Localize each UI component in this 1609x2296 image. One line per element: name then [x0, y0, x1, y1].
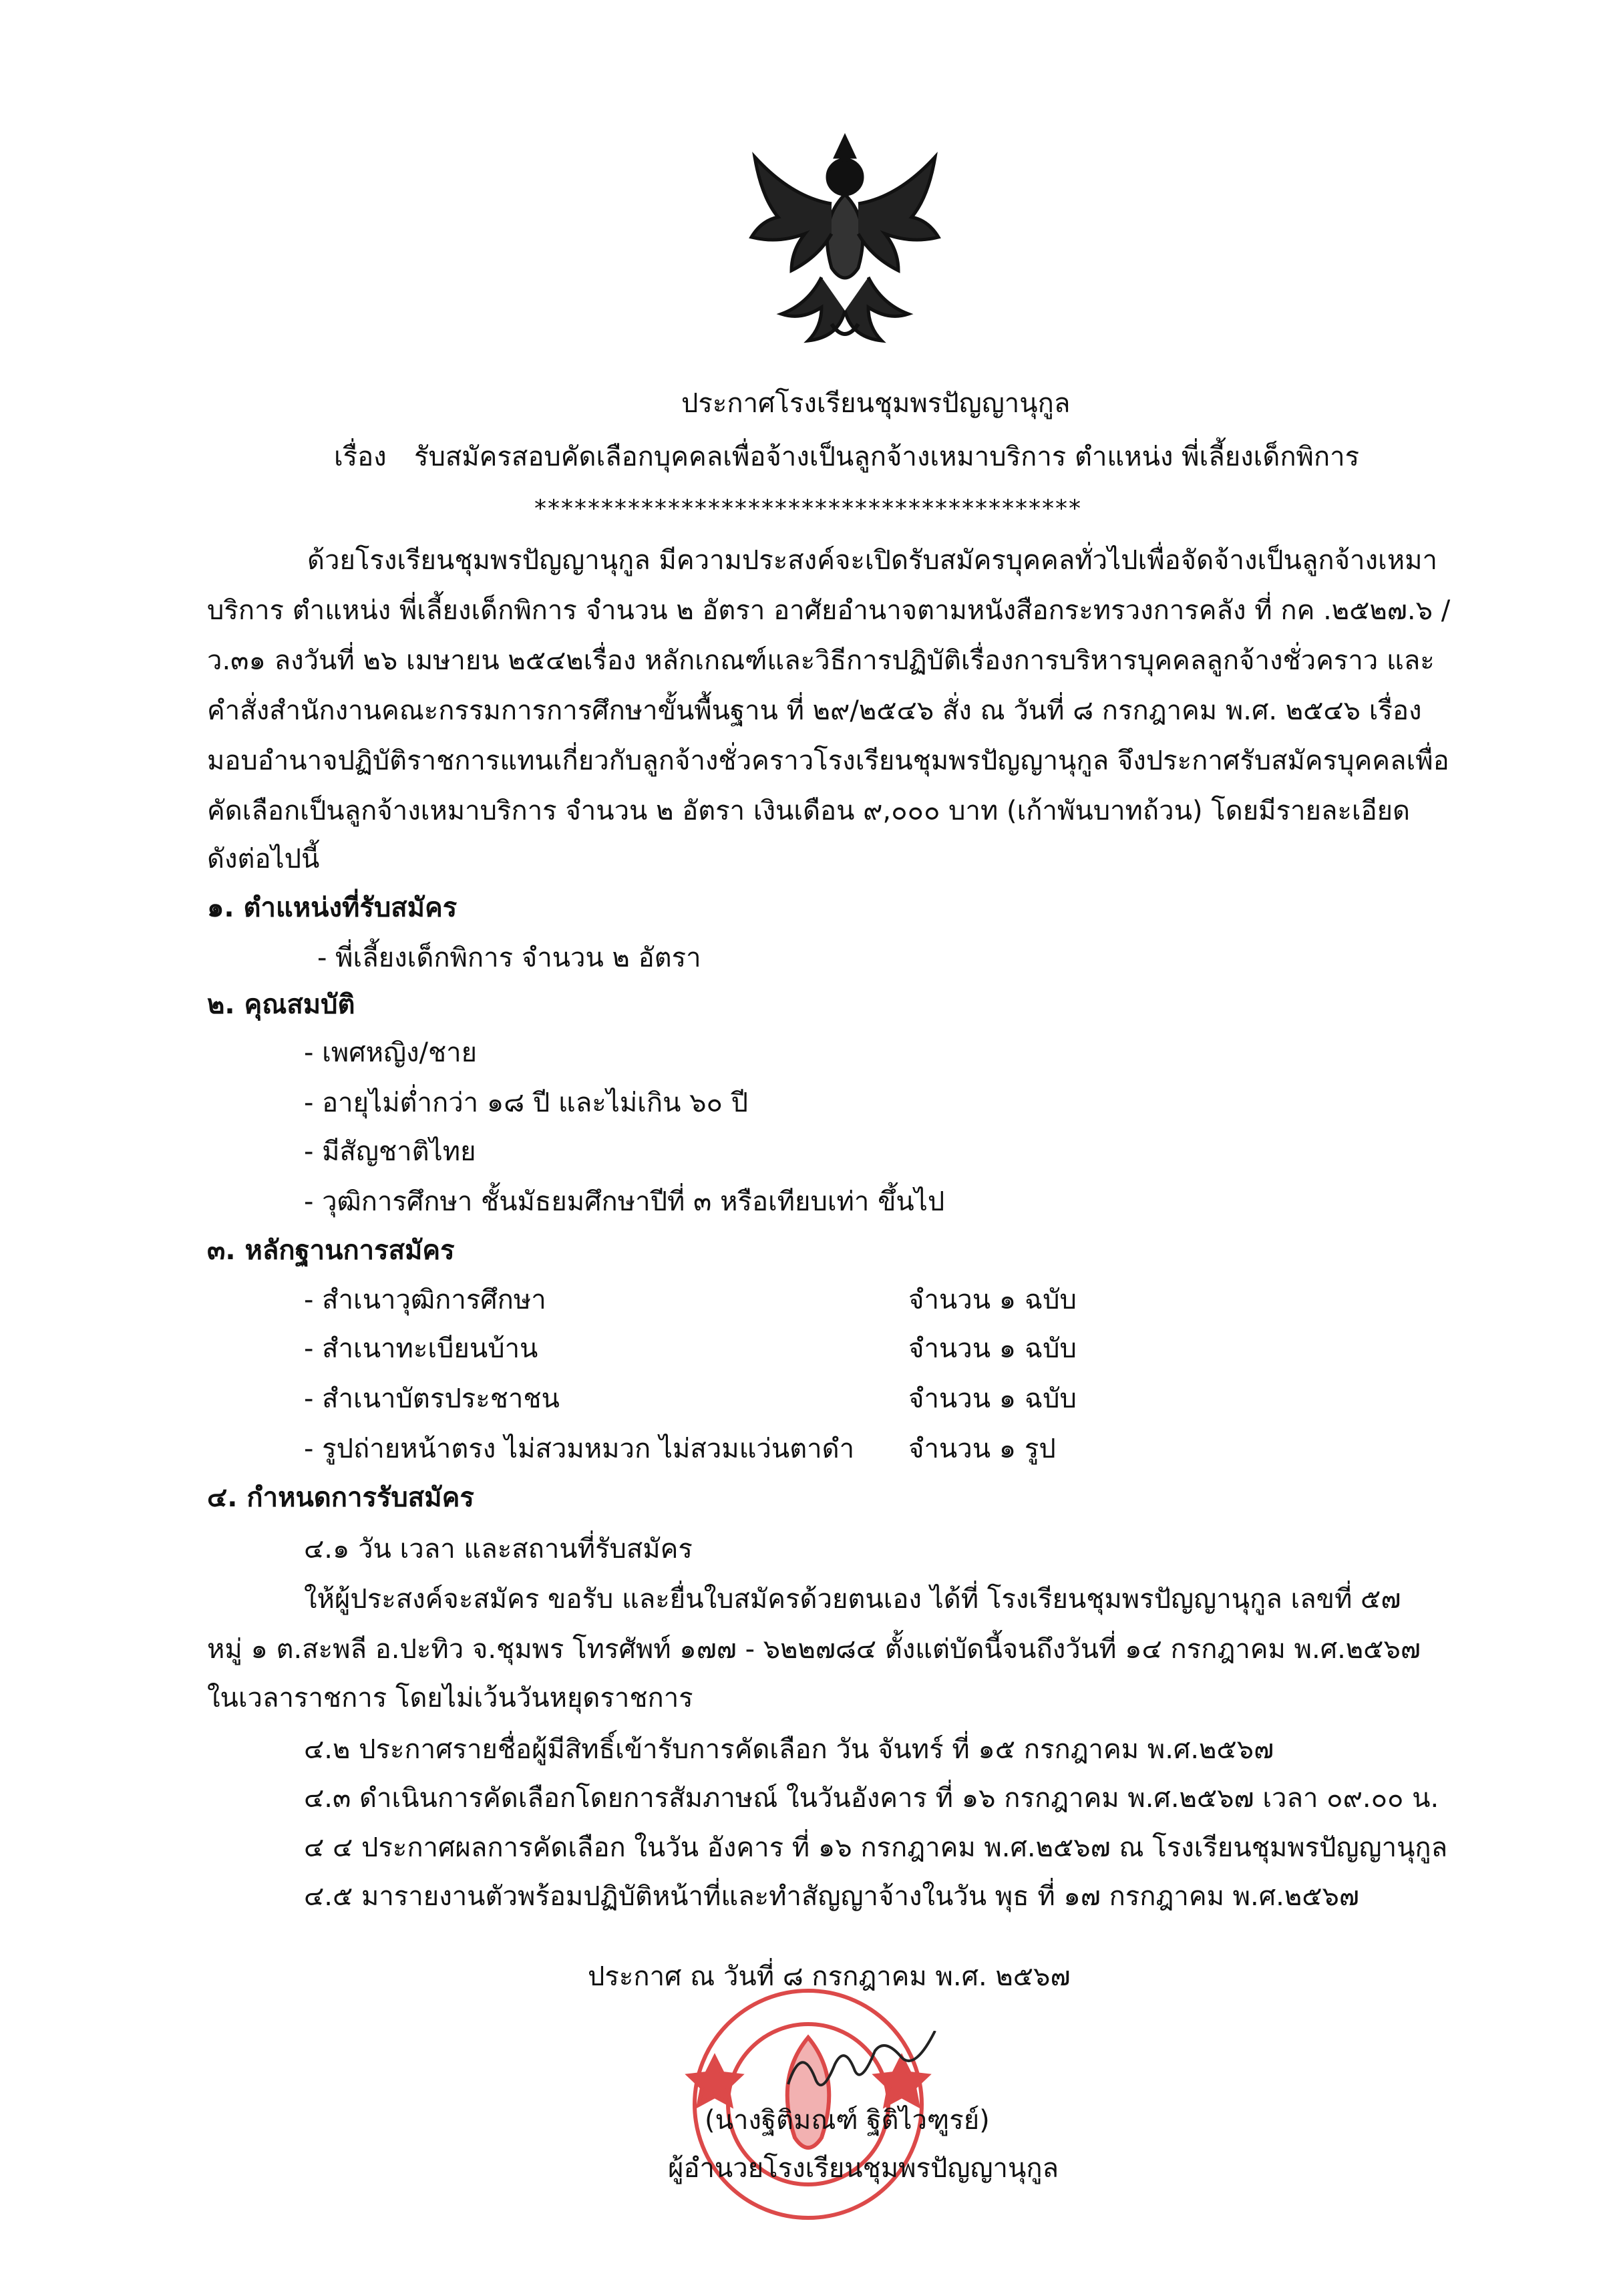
qualification-item: - อายุไม่ต่ำกว่า ๑๘ ปี และไม่เกิน ๖๐ ปี [304, 1088, 749, 1118]
document-item: - สำเนาบัตรประชาชน [304, 1383, 560, 1414]
document-item: - สำเนาวุฒิการศึกษา [304, 1285, 546, 1315]
qualification-item: - เพศหญิง/ชาย [304, 1037, 478, 1068]
section-heading-documents: ๓. หลักฐานการสมัคร [207, 1235, 455, 1266]
subject-text: รับสมัครสอบคัดเลือกบุคคลเพื่อจ้างเป็นลูกจ้างเหมาบริการ ตำแหน่ง พี่เลี้ยงเด็กพิการ [414, 442, 1360, 472]
schedule-line: หมู่ ๑ ต.สะพลี อ.ปะทิว จ.ชุมพร โทรศัพท์ ๑๗๗ - ๖๒๒๗๘๔ ตั้งแต่บัดนี้จนถึงวันที่ ๑๔ กรกฎาคม พ.ศ.๒๕๖๗ [207, 1634, 1421, 1665]
intro-line: ว.๓๑ ลงวันที่ ๒๖ เมษายน ๒๕๔๒เรื่อง หลักเกณฑ์และวิธีการปฏิบัติเรื่องการบริหารบุคคลลูกจ้างชั่วคราว และ [207, 645, 1435, 676]
schedule-subtitle: ๔.๑ วัน เวลา และสถานที่รับสมัคร [304, 1534, 693, 1565]
schedule-item: ๔.๕ มารายงานตัวพร้อมปฏิบัติหน้าที่และทำสัญญาจ้างในวัน พุธ ที่ ๑๗ กรกฎาคม พ.ศ.๒๕๖๗ [304, 1881, 1359, 1912]
document-item: - รูปถ่ายหน้าตรง ไม่สวมหมวก ไม่สวมแว่นตาดำ [304, 1434, 855, 1464]
intro-line: คัดเลือกเป็นลูกจ้างเหมาบริการ จำนวน ๒ อัตรา เงินเดือน ๙,๐๐๐ บาท (เก้าพันบาทถ้วน) โดยมีรายละเอียด [207, 796, 1411, 826]
garuda-emblem-icon [741, 124, 948, 351]
section-heading-qualifications: ๒. คุณสมบัติ [207, 989, 355, 1020]
section-heading-schedule: ๔. กำหนดการรับสมัคร [207, 1482, 474, 1513]
document-quantity: จำนวน ๑ ฉบับ [908, 1383, 1077, 1414]
document-quantity: จำนวน ๑ ฉบับ [908, 1333, 1077, 1364]
qualification-item: - มีสัญชาติไทย [304, 1136, 476, 1167]
schedule-item: ๔.๓ ดำเนินการคัดเลือกโดยการสัมภาษณ์ ในวันอังคาร ที่ ๑๖ กรกฎาคม พ.ศ.๒๕๖๗ เวลา ๐๙.๐๐ น. [304, 1783, 1439, 1814]
intro-line: คำสั่งสำนักงานคณะกรรมการการศึกษาขั้นพื้นฐาน ที่ ๒๙/๒๕๔๖ สั่ง ณ วันที่ ๘ กรกฎาคม พ.ศ. ๒๕๔๖ เรื่อง [207, 695, 1422, 726]
document-item: - สำเนาทะเบียนบ้าน [304, 1333, 538, 1364]
schedule-item: ๔.๒ ประกาศรายชื่อผู้มีสิทธิ์เข้ารับการคัดเลือก วัน จันทร์ ที่ ๑๕ กรกฎาคม พ.ศ.๒๕๖๗ [304, 1734, 1274, 1765]
subject-label: เรื่อง [334, 442, 387, 472]
handwritten-signature [775, 2031, 948, 2111]
schedule-item: ๔ ๔ ประกาศผลการคัดเลือก ในวัน อังคาร ที่ ๑๖ กรกฎาคม พ.ศ.๒๕๖๗ ณ โรงเรียนชุมพรปัญญานุกูล [304, 1832, 1448, 1863]
position-item: - พี่เลี้ยงเด็กพิการ จำนวน ๒ อัตรา [317, 943, 701, 973]
intro-line: ด้วยโรงเรียนชุมพรปัญญานุกูล มีความประสงค์จะเปิดรับสมัครบุคคลทั่วไปเพื่อจัดจ้างเป็นลูกจ้างเหมา [307, 545, 1437, 576]
section-heading-position: ๑. ตำแหน่งที่รับสมัคร [207, 892, 458, 923]
schedule-line: ในเวลาราชการ โดยไม่เว้นวันหยุดราชการ [207, 1683, 693, 1713]
schedule-line: ให้ผู้ประสงค์จะสมัคร ขอรับ และยื่นใบสมัครด้วยตนเอง ได้ที่ โรงเรียนชุมพรปัญญานุกูล เลขที่ ๕๗ [304, 1584, 1401, 1615]
signer-position: ผู้อำนวยโรงเรียนชุมพรปัญญานุกูล [668, 2153, 1059, 2184]
document-quantity: จำนวน ๑ รูป [908, 1434, 1056, 1464]
document-quantity: จำนวน ๑ ฉบับ [908, 1285, 1077, 1315]
qualification-item: - วุฒิการศึกษา ชั้นมัธยมศึกษาปีที่ ๓ หรือเทียบเท่า ขึ้นไป [304, 1186, 945, 1217]
intro-line: บริการ ตำแหน่ง พี่เลี้ยงเด็กพิการ จำนวน ๒ อัตรา อาศัยอำนาจตามหนังสือกระทรวงการคลัง ที่ กค .๒๕๒๗.๖ / [207, 595, 1451, 626]
intro-line: ดังต่อไปนี้ [207, 844, 320, 874]
announcement-date: ประกาศ ณ วันที่ ๘ กรกฎาคม พ.ศ. ๒๕๖๗ [588, 1961, 1071, 1992]
document-title: ประกาศโรงเรียนชุมพรปัญญานุกูล [681, 388, 1071, 419]
intro-line: มอบอำนาจปฏิบัติราชการแทนเกี่ยวกับลูกจ้างชั่วคราวโรงเรียนชุมพรปัญญานุกูล จึงประกาศรับสมัครบุคคลเพื่อ [207, 746, 1449, 776]
signer-name: (นางฐิติมณฑ์ ฐิติไวฑูรย์) [705, 2105, 990, 2136]
title-divider: ***************************************** [534, 495, 1082, 522]
